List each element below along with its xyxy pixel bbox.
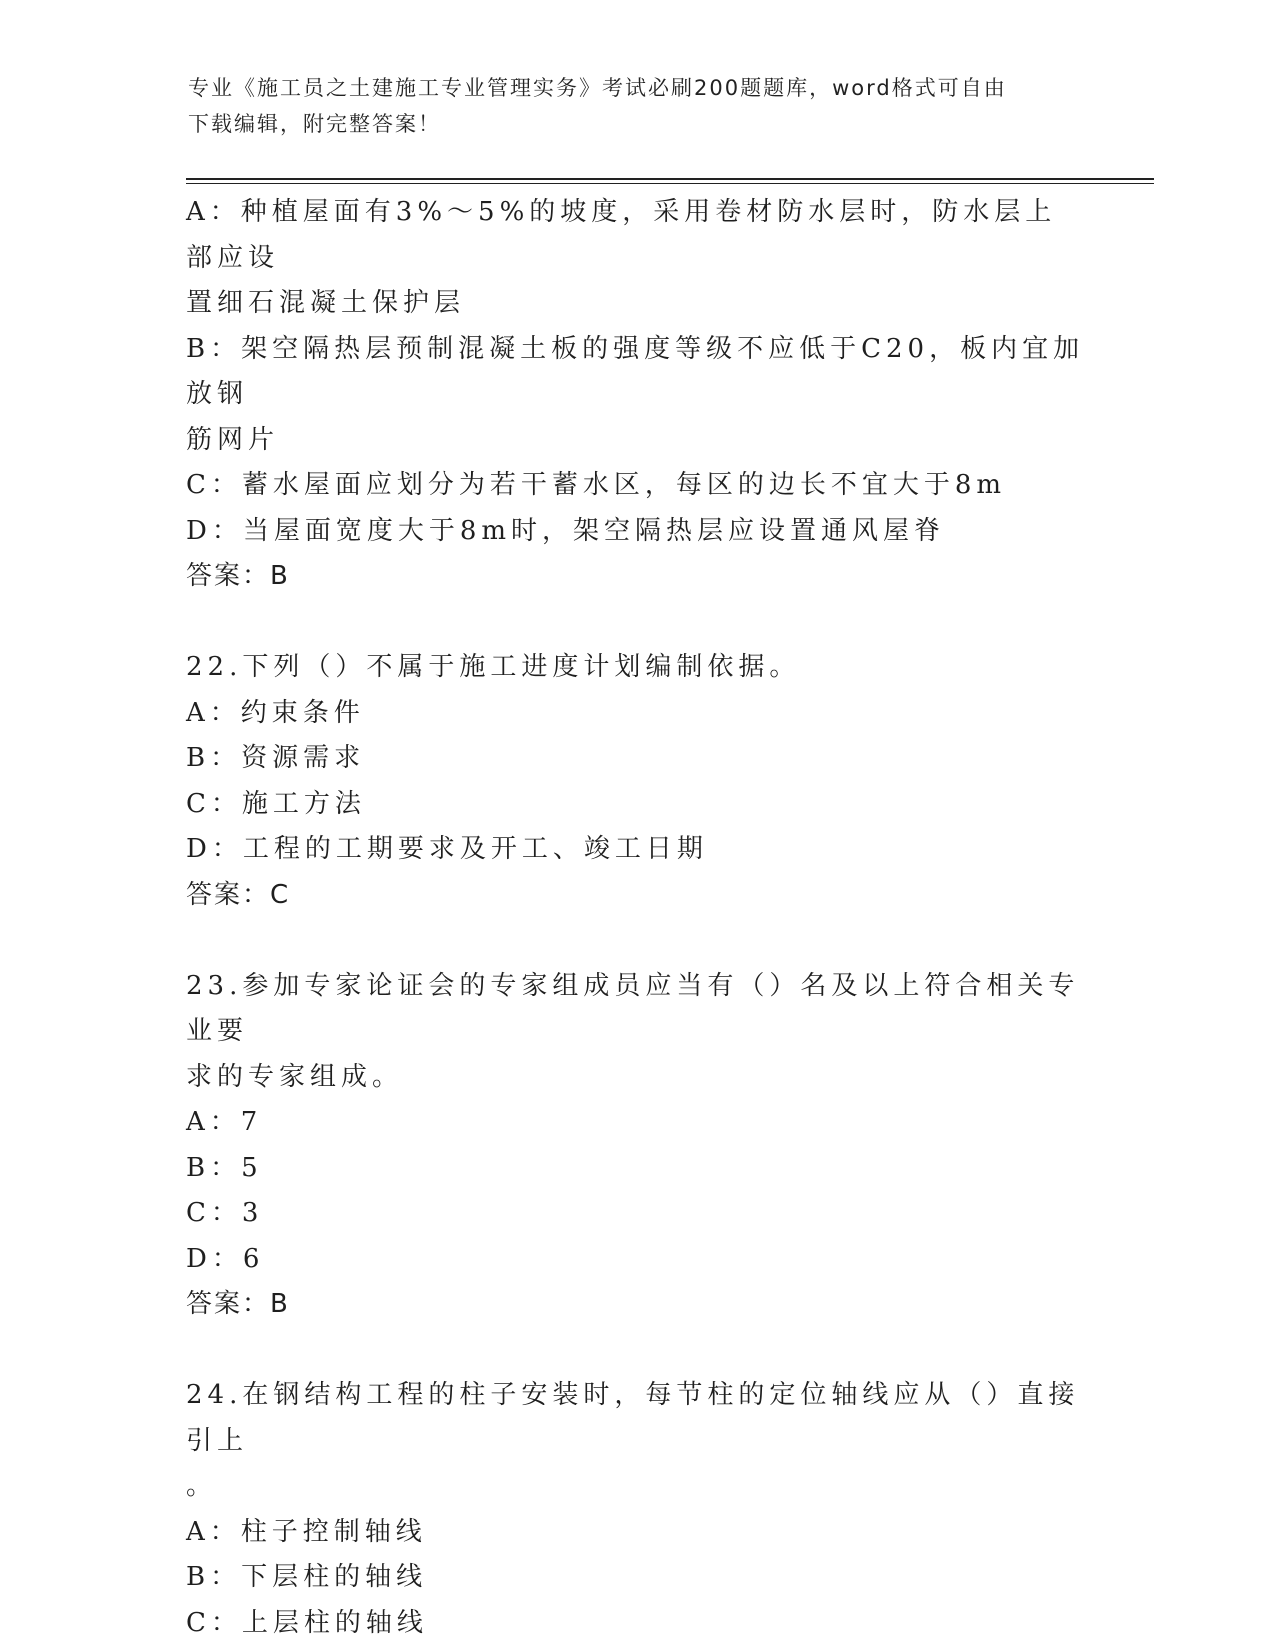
option-text-line: A：约束条件	[186, 697, 365, 728]
option-text-line: D：工程的工期要求及开工、竣工日期	[186, 834, 708, 864]
answer-option	[186, 1555, 1086, 1601]
answer-option	[186, 509, 1086, 555]
question-block	[186, 190, 1086, 600]
answer-option	[186, 782, 1086, 828]
answer-key: 答案：C	[186, 879, 291, 910]
answer-option	[186, 827, 1086, 873]
option-text-line: A：柱子控制轴线	[186, 1516, 427, 1547]
answer-option	[186, 327, 1086, 464]
option-text-line: D：6	[186, 1243, 265, 1274]
question-stem-line: 24.在钢结构工程的柱子安装时，每节柱的定位轴线应从（）直接引上	[186, 1380, 1080, 1456]
header-rule-thick	[186, 178, 1154, 180]
answer-option	[186, 1237, 1086, 1283]
option-text-line: B：架空隔热层预制混凝土板的强度等级不应低于C20，板内宜加放钢	[186, 333, 1085, 409]
header-line-2: 下载编辑，附完整答案！	[188, 112, 441, 136]
document-header	[188, 70, 1088, 142]
option-text-line: C：施工方法	[186, 788, 366, 819]
block-spacer	[186, 1328, 1086, 1374]
question-stem-line: 求的专家组成。	[186, 1061, 404, 1092]
option-text-line: C：蓄水屋面应划分为若干蓄水区，每区的边长不宜大于8m	[186, 470, 1007, 500]
option-text-line: B：资源需求	[186, 743, 366, 773]
answer-option	[186, 463, 1086, 509]
header-line-1: 专业《施工员之土建施工专业管理实务》考试必刷200题题库，word格式可自由	[188, 76, 1007, 100]
answer-option	[186, 1191, 1086, 1237]
header-rule-thin	[186, 183, 1154, 184]
option-text-line: A：种植屋面有3%～5%的坡度，采用卷材防水层时，防水层上部应设	[186, 197, 1057, 273]
option-text-line: A：7	[186, 1107, 263, 1137]
option-text-line: C：上层柱的轴线	[186, 1607, 428, 1638]
answer-option	[186, 1601, 1086, 1647]
option-text-line: 置细石混凝土保护层	[186, 288, 466, 318]
question-list	[186, 190, 1086, 1646]
question-stem-line: 23.参加专家论证会的专家组成员应当有（）名及以上符合相关专业要	[186, 970, 1080, 1046]
option-text-line: 筋网片	[186, 424, 280, 455]
question-block	[186, 600, 1086, 919]
answer-option	[186, 1510, 1086, 1556]
answer-key: 答案：B	[186, 1289, 290, 1319]
option-text-line: B：下层柱的轴线	[186, 1562, 428, 1592]
question-block	[186, 918, 1086, 1328]
answer-option	[186, 190, 1086, 327]
option-text-line: B：5	[186, 1152, 263, 1183]
question-stem-line: 。	[186, 1471, 218, 1501]
block-spacer	[186, 918, 1086, 964]
question-block	[186, 1328, 1086, 1647]
option-text-line: C：3	[186, 1198, 264, 1228]
block-spacer	[186, 600, 1086, 646]
answer-option	[186, 1100, 1086, 1146]
answer-option	[186, 691, 1086, 737]
question-stem-line: 22.下列（）不属于施工进度计划编制依据。	[186, 652, 801, 682]
answer-option	[186, 736, 1086, 782]
answer-option	[186, 1146, 1086, 1192]
answer-key: 答案：B	[186, 561, 290, 591]
option-text-line: D：当屋面宽度大于8m时，架空隔热层应设置通风屋脊	[186, 515, 946, 546]
